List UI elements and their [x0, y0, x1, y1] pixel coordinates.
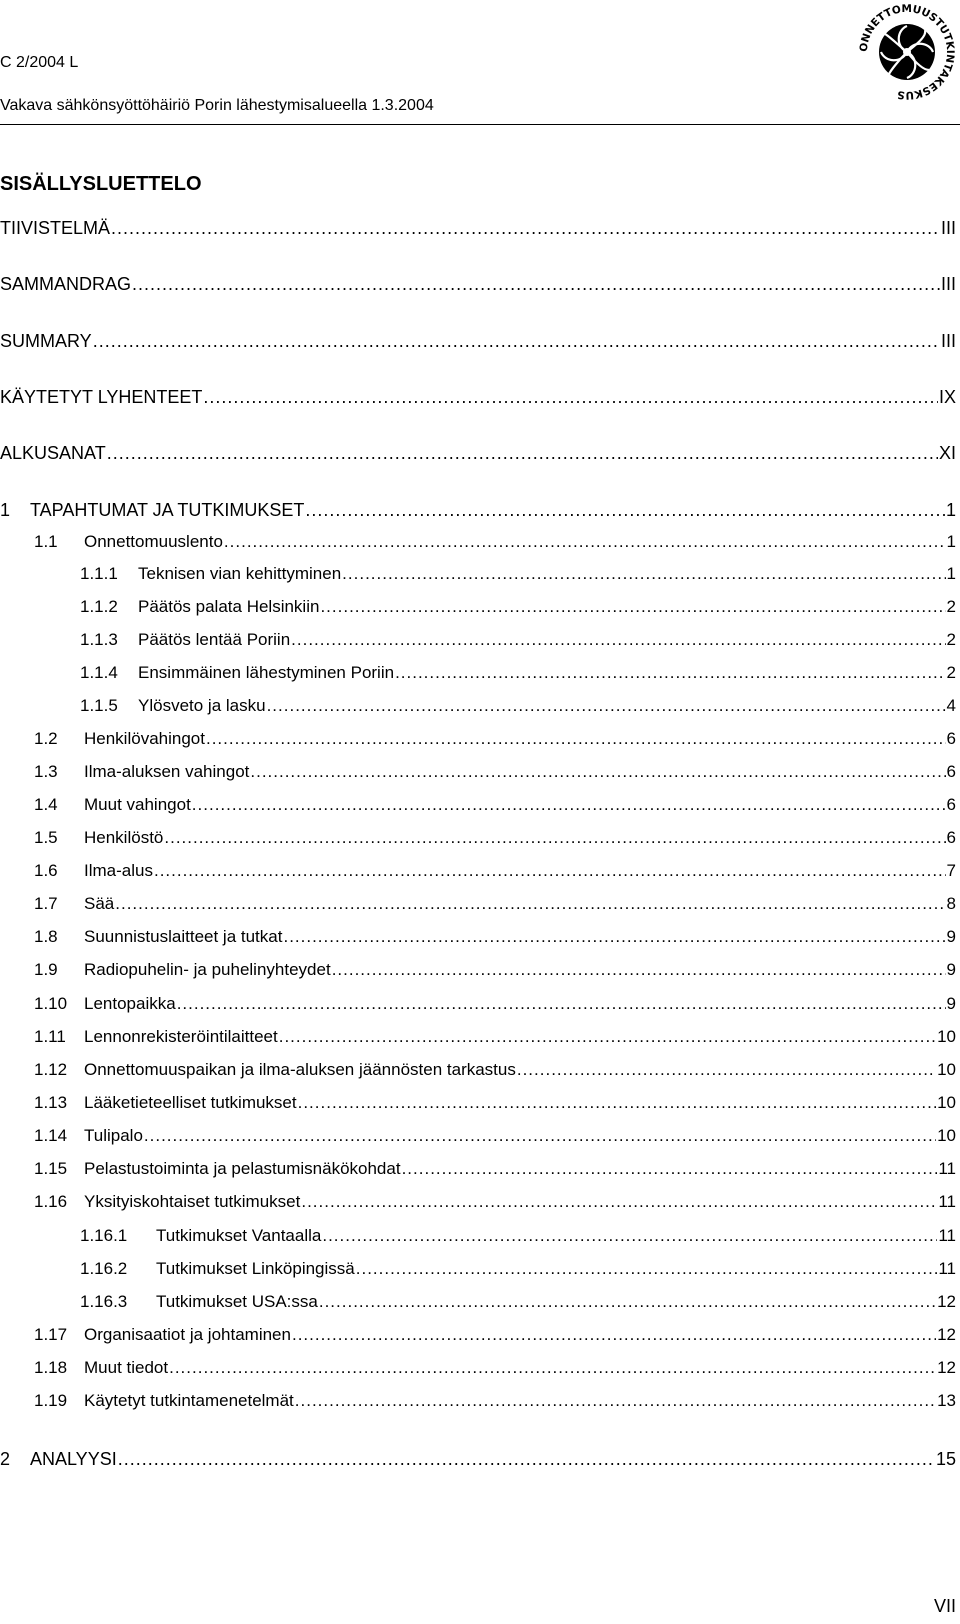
toc-entry-page: 1 — [946, 564, 956, 583]
toc-entry-number: 1.6 — [34, 861, 58, 880]
toc-entry-label: Pelastustoiminta ja pelastumisnäkökohdat — [84, 1159, 401, 1178]
toc-entry-label: Sää — [84, 894, 115, 913]
toc-entry-label: Ilma-aluksen vahingot — [84, 762, 250, 781]
toc-dot-leader — [292, 1324, 936, 1346]
toc-dot-leader — [93, 330, 940, 352]
toc-entry-page: IX — [938, 387, 956, 407]
toc-entry[interactable] — [0, 629, 956, 651]
report-code: C 2/2004 L — [0, 54, 79, 71]
toc-entry-page: 4 — [946, 696, 956, 715]
toc-entry-page: 10 — [937, 1027, 956, 1046]
toc-entry-page: 9 — [946, 960, 956, 979]
toc-entry[interactable] — [0, 1191, 956, 1213]
page-number: VII — [933, 1596, 956, 1616]
toc-entry-page: 6 — [946, 795, 956, 814]
toc-dot-leader — [283, 926, 945, 948]
toc-entry[interactable] — [0, 794, 956, 816]
toc-entry[interactable] — [0, 563, 956, 585]
toc-entry-number: 1.1.1 — [80, 564, 118, 583]
toc-entry-number: 1.8 — [34, 927, 58, 946]
toc-dot-leader — [395, 662, 945, 684]
toc-entry-label: Radiopuhelin- ja puhelinyhteydet — [84, 960, 331, 979]
toc-dot-leader — [291, 629, 945, 651]
toc-entry[interactable] — [0, 1324, 956, 1346]
toc-entry-page: 2 — [946, 597, 956, 616]
toc-entry-label: Ilma-alus — [84, 861, 153, 880]
toc-entry-label: Tutkimukset USA:ssa — [156, 1292, 318, 1311]
toc-entry-label: Käytetyt tutkintamenetelmät — [84, 1391, 294, 1410]
toc-entry-label: TIIVISTELMÄ — [0, 218, 111, 238]
toc-entry[interactable] — [0, 1158, 956, 1180]
toc-dot-leader — [132, 273, 940, 295]
toc-dot-leader — [319, 1291, 936, 1313]
toc-entry[interactable] — [0, 1258, 956, 1280]
toc-dot-leader — [279, 1026, 936, 1048]
toc-entry-number: 2 — [0, 1449, 11, 1469]
toc-entry-page: 6 — [946, 762, 956, 781]
toc-entry-label: Lääketieteelliset tutkimukset — [84, 1093, 297, 1112]
toc-entry[interactable] — [0, 1059, 956, 1081]
toc-dot-leader — [203, 386, 938, 408]
toc-entry[interactable] — [0, 860, 956, 882]
toc-entry-label: ANALYYSI — [30, 1449, 117, 1469]
report-title: Vakava sähkönsyöttöhäiriö Porin lähestymisalueella 1.3.2004 — [0, 97, 434, 114]
toc-entry-page: 12 — [937, 1358, 956, 1377]
toc-entry-number: 1.19 — [34, 1391, 68, 1410]
toc-entry[interactable] — [0, 761, 956, 783]
toc-entry[interactable] — [0, 662, 956, 684]
toc-entry[interactable] — [0, 1026, 956, 1048]
toc-entry-page: 11 — [938, 1259, 956, 1278]
toc-entry-label: SUMMARY — [0, 331, 92, 351]
toc-entry-page: 8 — [946, 894, 956, 913]
toc-entry-number: 1.10 — [34, 994, 68, 1013]
toc-entry-number: 1.15 — [34, 1159, 68, 1178]
toc-entry-label: TAPAHTUMAT JA TUTKIMUKSET — [30, 500, 305, 520]
toc-entry-number: 1.9 — [34, 960, 58, 979]
toc-entry[interactable] — [0, 827, 956, 849]
toc-dot-leader — [402, 1158, 938, 1180]
toc-entry[interactable] — [0, 959, 956, 981]
toc-entry-label: Päätös lentää Poriin — [138, 630, 291, 649]
toc-entry-number: 1.1.5 — [80, 696, 118, 715]
toc-entry-label: Onnettomuuslento — [84, 532, 223, 551]
toc-entry[interactable] — [0, 893, 956, 915]
toc-entry-number: 1.1.3 — [80, 630, 118, 649]
toc-entry[interactable] — [0, 695, 956, 717]
toc-entry-label: Henkilöstö — [84, 828, 164, 847]
toc-dot-leader — [206, 728, 946, 750]
toc-dot-leader — [332, 959, 946, 981]
toc-entry-page: 1 — [946, 532, 956, 551]
toc-dot-leader — [250, 761, 945, 783]
toc-entry[interactable] — [0, 1092, 956, 1114]
toc-entry-label: Tutkimukset Linköpingissä — [156, 1259, 355, 1278]
toc-entry[interactable] — [0, 1225, 956, 1247]
toc-entry-page: 15 — [935, 1449, 956, 1469]
toc-dot-leader — [301, 1191, 937, 1213]
toc-dot-leader — [144, 1125, 936, 1147]
toc-dot-leader — [177, 993, 946, 1015]
toc-entry-label: Muut vahingot — [84, 795, 191, 814]
toc-dot-leader — [107, 442, 938, 464]
toc-entry-label: Onnettomuuspaikan ja ilma-aluksen jäännösten tarkastus — [84, 1060, 516, 1079]
toc-entry[interactable] — [0, 596, 956, 618]
toc-dot-leader — [118, 1448, 935, 1470]
toc-entry-label: Henkilövahingot — [84, 729, 205, 748]
onnettomuustutkintakeskus-seal-icon — [855, 0, 959, 104]
toc-entry-number: 1.16.2 — [80, 1259, 128, 1278]
toc-entry-page: III — [940, 218, 956, 238]
toc-dot-leader — [356, 1258, 938, 1280]
toc-entry[interactable] — [0, 1291, 956, 1313]
toc-dot-leader — [224, 531, 946, 553]
toc-dot-leader — [267, 695, 946, 717]
seal-swirl — [879, 24, 935, 80]
toc-entry-page: 10 — [937, 1093, 956, 1112]
toc-entry-label: Yksityiskohtaiset tutkimukset — [84, 1192, 301, 1211]
toc-entry-number: 1.16.1 — [80, 1226, 128, 1245]
toc-entry-page: 10 — [937, 1060, 956, 1079]
toc-entry-number: 1.11 — [34, 1027, 66, 1046]
toc-dot-leader — [305, 499, 945, 521]
header-divider — [0, 124, 960, 125]
toc-entry-label: Tulipalo — [84, 1126, 143, 1145]
toc-entry-label: Tutkimukset Vantaalla — [156, 1226, 322, 1245]
toc-entry[interactable] — [0, 442, 956, 464]
toc-entry-page: 12 — [937, 1292, 956, 1311]
toc-entry-page: 9 — [946, 994, 956, 1013]
toc-heading: SISÄLLYSLUETTELO — [0, 173, 202, 195]
toc-entry-number: 1.7 — [34, 894, 58, 913]
toc-entry-number: 1.1.2 — [80, 597, 118, 616]
toc-entry-number: 1.1 — [34, 532, 58, 551]
seal-text: ONNETTOMUUSTUTKINTAKESKUS — [857, 2, 957, 102]
toc-entry[interactable] — [0, 926, 956, 948]
toc-entry-label: Organisaatiot ja johtaminen — [84, 1325, 291, 1344]
toc-entry-page: 7 — [946, 861, 956, 880]
toc-entry[interactable] — [0, 1390, 956, 1412]
toc-entry-label: Lennonrekisteröintilaitteet — [84, 1027, 278, 1046]
toc-entry-label: SAMMANDRAG — [0, 274, 132, 294]
toc-entry-page: 11 — [938, 1226, 956, 1245]
toc-entry-number: 1.1.4 — [80, 663, 118, 682]
toc-entry-number: 1 — [0, 500, 11, 520]
toc-entry-number: 1.2 — [34, 729, 58, 748]
toc-entry-page: III — [940, 331, 956, 351]
toc-entry[interactable] — [0, 217, 956, 239]
toc-entry-number: 1.17 — [34, 1325, 68, 1344]
toc-entry-label: Muut tiedot — [84, 1358, 169, 1377]
toc-dot-leader — [298, 1092, 936, 1114]
toc-entry[interactable] — [0, 273, 956, 295]
toc-entry[interactable] — [0, 499, 956, 521]
toc-entry-number: 1.16.3 — [80, 1292, 128, 1311]
toc-entry-page: 2 — [946, 630, 956, 649]
toc-entry[interactable] — [0, 386, 956, 408]
toc-entry-number: 1.4 — [34, 795, 58, 814]
toc-dot-leader — [169, 1357, 936, 1379]
toc-entry-page: III — [940, 274, 956, 294]
toc-entry-label: Ensimmäinen lähestyminen Poriin — [138, 663, 395, 682]
toc-entry-label: KÄYTETYT LYHENTEET — [0, 387, 203, 407]
toc-entry-number: 1.18 — [34, 1358, 68, 1377]
toc-entry[interactable] — [0, 728, 956, 750]
toc-entry-page: 11 — [938, 1192, 956, 1211]
toc-entry-page: 1 — [945, 500, 956, 520]
toc-dot-leader — [192, 794, 946, 816]
toc-entry[interactable] — [0, 531, 956, 553]
toc-entry-number: 1.5 — [34, 828, 58, 847]
toc-entry-page: 2 — [946, 663, 956, 682]
toc-dot-leader — [322, 1225, 937, 1247]
toc-entry-page: 6 — [946, 729, 956, 748]
toc-entry-page: 6 — [946, 828, 956, 847]
toc-dot-leader — [154, 860, 946, 882]
toc-entry-number: 1.12 — [34, 1060, 68, 1079]
toc-entry[interactable] — [0, 993, 956, 1015]
toc-entry[interactable] — [0, 1125, 956, 1147]
toc-entry-page: 10 — [937, 1126, 956, 1145]
toc-entry-number: 1.3 — [34, 762, 58, 781]
toc-entry-page: 9 — [946, 927, 956, 946]
toc-entry[interactable] — [0, 1357, 956, 1379]
toc-entry-page: 11 — [938, 1159, 956, 1178]
toc-entry-number: 1.16 — [34, 1192, 68, 1211]
toc-entry-label: Päätös palata Helsinkiin — [138, 597, 320, 616]
toc-entry-page: 12 — [937, 1325, 956, 1344]
toc-entry-label: Lentopaikka — [84, 994, 176, 1013]
toc-entry-label: ALKUSANAT — [0, 443, 106, 463]
toc-entry-number: 1.14 — [34, 1126, 68, 1145]
toc-dot-leader — [295, 1390, 936, 1412]
toc-entry-page: 13 — [937, 1391, 956, 1410]
toc-dot-leader — [164, 827, 945, 849]
toc-entry-label: Suunnistuslaitteet ja tutkat — [84, 927, 283, 946]
toc-dot-leader — [115, 893, 945, 915]
toc-dot-leader — [111, 217, 940, 239]
toc-entry-label: Teknisen vian kehittyminen — [138, 564, 342, 583]
toc-entry[interactable] — [0, 330, 956, 352]
toc-dot-leader — [320, 596, 945, 618]
toc-entry[interactable] — [0, 1448, 956, 1470]
toc-entry-label: Ylösveto ja lasku — [138, 696, 266, 715]
toc-entry-number: 1.13 — [34, 1093, 68, 1112]
toc-entry-page: XI — [938, 443, 956, 463]
toc-dot-leader — [342, 563, 945, 585]
toc-dot-leader — [517, 1059, 936, 1081]
